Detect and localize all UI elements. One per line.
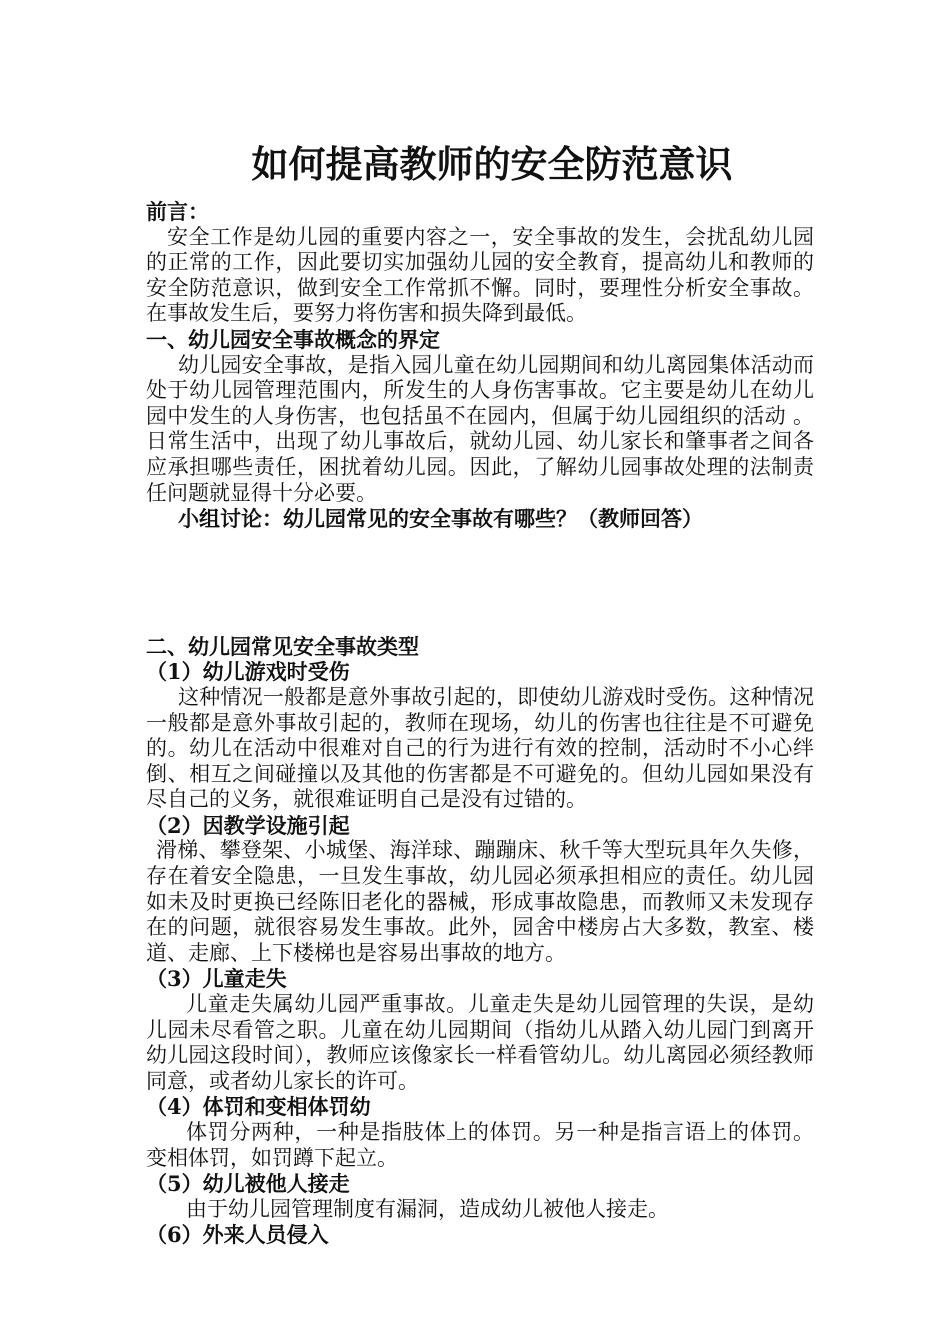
blank-space: [146, 532, 814, 634]
item2-paragraph: 滑梯、攀登架、小城堡、海洋球、蹦蹦床、秋千等大型玩具年久失修，存在着安全隐患，一旦发生事故，幼儿园必须承担相应的责任。幼儿园如未及时更换已经陈旧老化的器械，形成事故隐患，而教师又未发现存在的问题，就很容易发生事故。此外，园舍中楼房占大多数，教室、楼道、走廊、上下楼梯也是容易出事故的地方。: [146, 838, 814, 965]
discussion-prompt: 小组讨论：幼儿园常见的安全事故有哪些？（教师回答）: [178, 506, 703, 532]
item3-paragraph: 儿童走失属幼儿园严重事故。儿童走失是幼儿园管理的失误，是幼儿园未尽看管之职。儿童在幼儿园期间（指幼儿从踏入幼儿园门到离开幼儿园这段时间），教师应该像家长一样看管幼儿。幼儿离园必须经教师同意，或者幼儿家长的许可。: [146, 992, 814, 1093]
preface-label: 前言：: [146, 199, 209, 224]
document-title: 如何提高教师的安全防范意识: [251, 143, 733, 186]
document-body: [146, 199, 814, 1248]
item5-paragraph: 由于幼儿园管理制度有漏洞，造成幼儿被他人接走。: [186, 1196, 669, 1221]
item4-heading: （4）体罚和变相体罚幼: [146, 1094, 371, 1120]
section2-heading: 二、幼儿园常见安全事故类型: [146, 633, 419, 659]
item3-heading: （3）儿童走失: [146, 966, 287, 992]
section1-heading: 一、幼儿园安全事故概念的界定: [146, 326, 440, 352]
item6-heading: （6）外来人员侵入: [146, 1222, 329, 1248]
preface-paragraph: 安全工作是幼儿园的重要内容之一，安全事故的发生，会扰乱幼儿园的正常的工作，因此要切实加强幼儿园的安全教育，提高幼儿和教师的安全防范意识，做到安全工作常抓不懈。同时，要理性分析安全事故。在事故发生后，要努力将伤害和损失降到最低。: [146, 224, 814, 326]
item2-heading: （2）因教学设施引起: [146, 812, 350, 838]
section1-paragraph: 幼儿园安全事故，是指入园儿童在幼儿园期间和幼儿离园集体活动而处于幼儿园管理范围内，所发生的人身伤害事故。它主要是幼儿在幼儿园中发生的人身伤害，也包括虽不在园内，但属于幼儿园组织的活动 。日常生活中，出现了幼儿事故后，就幼儿园、幼儿家长和肇事者之间各应承担哪些责任，困扰着幼儿园。因此，了解幼儿园事故处理的法制责任问题就显得十分必要。: [146, 352, 814, 505]
item5-heading: （5）幼儿被他人接走: [146, 1171, 350, 1197]
item4-paragraph: 体罚分两种，一种是指肢体上的体罚。另一种是指言语上的体罚。变相体罚，如罚蹲下起立。: [146, 1120, 814, 1170]
item1-heading: （1）幼儿游戏时受伤: [146, 659, 350, 685]
item1-paragraph: 这种情况一般都是意外事故引起的，即使幼儿游戏时受伤。这种情况一般都是意外事故引起的，教师在现场，幼儿的伤害也往往是不可避免的。幼儿在活动中很难对自己的行为进行有效的控制，活动时不小心绊倒、相互之间碰撞以及其他的伤害都是不可避免的。但幼儿园如果没有尽自己的义务，就很难证明自己是没有过错的。: [146, 684, 814, 812]
